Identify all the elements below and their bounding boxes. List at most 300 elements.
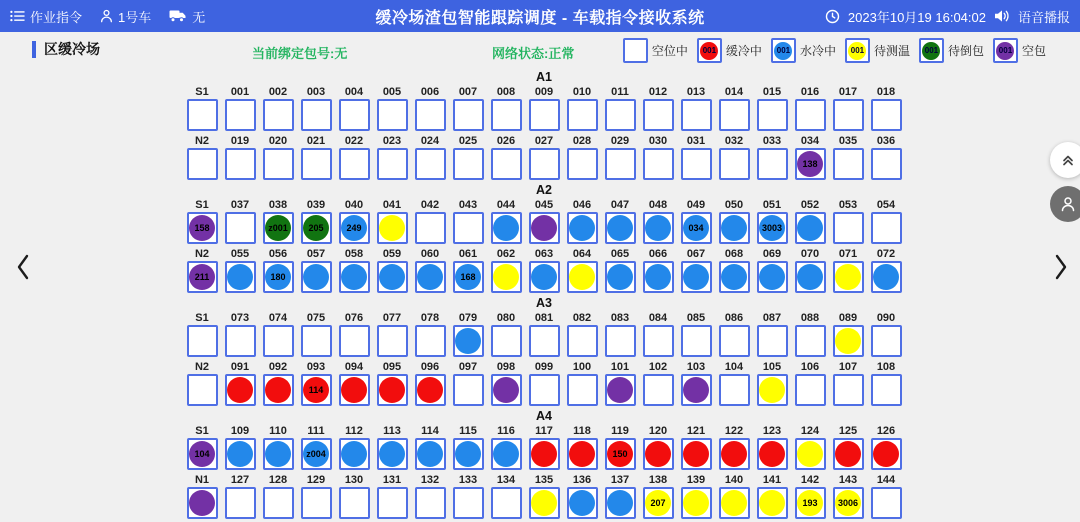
slot-box[interactable] (833, 148, 864, 180)
yard-grid (183, 70, 905, 519)
slot-box[interactable] (681, 487, 712, 519)
slot (791, 198, 829, 244)
slot-label: 003 (306, 86, 326, 98)
slot-box[interactable] (263, 487, 294, 519)
slot (259, 85, 297, 131)
slot-box[interactable] (833, 212, 864, 244)
slot-box[interactable] (225, 99, 256, 131)
slot-box[interactable] (415, 487, 446, 519)
slot-label: 074 (268, 312, 288, 324)
slot-box[interactable] (415, 148, 446, 180)
slot-box[interactable] (187, 261, 218, 293)
slot-box[interactable] (871, 438, 902, 470)
slot-box[interactable] (301, 438, 332, 470)
slot-box[interactable] (681, 148, 712, 180)
slot-box[interactable] (529, 487, 560, 519)
slot-label: 129 (306, 474, 326, 486)
legend-label: 水冷中 (799, 44, 836, 58)
pot-marker (417, 441, 443, 467)
scroll-top-button[interactable] (1050, 142, 1080, 178)
slot-box[interactable] (453, 487, 484, 519)
slot-box[interactable] (453, 374, 484, 406)
slot-box[interactable] (681, 212, 712, 244)
slot (183, 198, 221, 244)
slot-box[interactable] (377, 325, 408, 357)
slot (411, 424, 449, 470)
slot-box[interactable] (795, 374, 826, 406)
slot (221, 247, 259, 293)
slot-box[interactable] (757, 374, 788, 406)
slot-label: 046 (572, 199, 592, 211)
slot-label: 125 (838, 425, 858, 437)
slot-box[interactable] (719, 148, 750, 180)
slot-box[interactable] (263, 374, 294, 406)
slot-box[interactable] (719, 438, 750, 470)
slot-label: 141 (762, 474, 782, 486)
slot-label: 130 (344, 474, 364, 486)
group-title: A3 (536, 296, 552, 310)
slot-label: 097 (458, 361, 478, 373)
slot-row (183, 473, 905, 519)
slot (639, 424, 677, 470)
pot-marker (873, 441, 899, 467)
slot-box[interactable] (301, 148, 332, 180)
next-page-arrow[interactable] (1046, 250, 1076, 284)
work-order-menu[interactable] (10, 7, 82, 26)
pot-marker (835, 328, 861, 354)
slot-box[interactable] (187, 325, 218, 357)
slot (601, 360, 639, 406)
slot-box[interactable] (719, 99, 750, 131)
slot-label: S1 (195, 86, 209, 98)
slot-box[interactable] (301, 212, 332, 244)
slot (449, 198, 487, 244)
slot-box[interactable] (453, 325, 484, 357)
slot-box[interactable] (605, 99, 636, 131)
slot-box[interactable] (719, 212, 750, 244)
slot-box[interactable] (339, 261, 370, 293)
slot (373, 85, 411, 131)
slot-box[interactable] (605, 487, 636, 519)
datetime-label: 2023年10月19 16:04:02 (847, 9, 986, 25)
slot-box[interactable] (415, 438, 446, 470)
slot-label: 101 (610, 361, 630, 373)
slot-box[interactable] (453, 261, 484, 293)
pot-marker: 158 (189, 215, 215, 241)
slot-box[interactable] (263, 261, 294, 293)
slot-box[interactable] (187, 212, 218, 244)
slot (373, 473, 411, 519)
slot-box[interactable] (529, 261, 560, 293)
slot-box[interactable] (301, 374, 332, 406)
slot-box[interactable] (491, 261, 522, 293)
slot-box[interactable] (453, 212, 484, 244)
slot-label: 002 (268, 86, 288, 98)
pot-marker (227, 441, 253, 467)
slot-box[interactable] (301, 99, 332, 131)
slot-box[interactable] (757, 487, 788, 519)
slot-box[interactable] (871, 487, 902, 519)
pot-marker (835, 441, 861, 467)
slot-label: 049 (686, 199, 706, 211)
slot-box[interactable] (643, 487, 674, 519)
slot-row (183, 198, 905, 244)
slot-box[interactable] (263, 148, 294, 180)
slot (259, 247, 297, 293)
slot-box[interactable] (757, 212, 788, 244)
slot-box[interactable] (719, 487, 750, 519)
pot-marker (189, 490, 215, 516)
slot-box[interactable] (415, 212, 446, 244)
slot-box[interactable] (833, 487, 864, 519)
slot-box[interactable] (301, 487, 332, 519)
slot-label: 035 (838, 135, 858, 147)
slot-box[interactable] (529, 374, 560, 406)
slot (715, 85, 753, 131)
slot-box[interactable] (225, 261, 256, 293)
slot-box[interactable] (453, 148, 484, 180)
pot-marker (683, 377, 709, 403)
slot-box[interactable] (681, 261, 712, 293)
slot-box[interactable] (567, 374, 598, 406)
slot-box[interactable] (377, 99, 408, 131)
slot (563, 247, 601, 293)
slot-box[interactable] (719, 325, 750, 357)
pot-marker (303, 264, 329, 290)
slot (411, 85, 449, 131)
slot-box[interactable] (757, 148, 788, 180)
slot (449, 85, 487, 131)
pot-marker (721, 441, 747, 467)
slot-box[interactable] (871, 325, 902, 357)
slot (487, 311, 525, 357)
slot-box[interactable] (377, 212, 408, 244)
slot-box[interactable] (833, 261, 864, 293)
slot-box[interactable] (833, 325, 864, 357)
slot-label: N2 (194, 361, 210, 373)
slot (753, 134, 791, 180)
slot-box[interactable] (339, 99, 370, 131)
slot-box[interactable] (567, 212, 598, 244)
slot-box[interactable] (225, 374, 256, 406)
pot-marker (759, 377, 785, 403)
slot-label: 010 (572, 86, 592, 98)
slot-label: 056 (268, 248, 288, 260)
list-icon (10, 9, 25, 23)
slot-box[interactable] (757, 325, 788, 357)
pot-marker (493, 215, 519, 241)
slot (715, 311, 753, 357)
slot-box[interactable] (263, 438, 294, 470)
slot-label: 006 (420, 86, 440, 98)
slot-box[interactable] (491, 487, 522, 519)
slot (753, 473, 791, 519)
slot-box[interactable] (491, 212, 522, 244)
slot-box[interactable] (605, 325, 636, 357)
slot-box[interactable] (871, 148, 902, 180)
slot-box[interactable] (605, 212, 636, 244)
slot-box[interactable] (833, 374, 864, 406)
yard-group (183, 296, 905, 406)
slot-box[interactable] (795, 438, 826, 470)
slot-label: 098 (496, 361, 516, 373)
slot-box[interactable] (567, 261, 598, 293)
pot-marker: 104 (189, 441, 215, 467)
slot-box[interactable] (871, 212, 902, 244)
slot-box[interactable] (567, 325, 598, 357)
slot-box[interactable] (415, 374, 446, 406)
slot-box[interactable] (643, 374, 674, 406)
slot-box[interactable] (757, 438, 788, 470)
slot (601, 85, 639, 131)
slot-label: 099 (534, 361, 554, 373)
bound-pot-status: 当前绑定包号:无 (252, 46, 348, 61)
slot-box[interactable] (605, 148, 636, 180)
slot-box[interactable] (377, 374, 408, 406)
slot-box[interactable] (719, 374, 750, 406)
pot-marker (797, 441, 823, 467)
slot-box[interactable] (605, 261, 636, 293)
slot (487, 85, 525, 131)
slot-box[interactable] (491, 438, 522, 470)
slot-box[interactable] (491, 374, 522, 406)
slot-box[interactable] (681, 438, 712, 470)
slot (297, 311, 335, 357)
vehicle-indicator[interactable] (100, 7, 151, 26)
slot-box[interactable] (415, 325, 446, 357)
slot-box[interactable] (643, 261, 674, 293)
pot-marker: z004 (303, 441, 329, 467)
slot-label: 041 (382, 199, 402, 211)
pot-marker: z001 (265, 215, 291, 241)
slot-box[interactable] (643, 325, 674, 357)
slot-label: 105 (762, 361, 782, 373)
slot-box[interactable] (225, 148, 256, 180)
slot-box[interactable] (643, 148, 674, 180)
slot-box[interactable] (187, 148, 218, 180)
slot-box[interactable] (643, 212, 674, 244)
slot-label: 108 (876, 361, 896, 373)
slot-box[interactable] (263, 99, 294, 131)
slot-box[interactable] (339, 212, 370, 244)
slot-label: 086 (724, 312, 744, 324)
slot-label: 026 (496, 135, 516, 147)
slot-label: 079 (458, 312, 478, 324)
slot (601, 424, 639, 470)
prev-page-arrow[interactable] (8, 250, 38, 284)
slot-box[interactable] (301, 261, 332, 293)
slot-label: 043 (458, 199, 478, 211)
slot-label: 023 (382, 135, 402, 147)
slot-box[interactable] (567, 487, 598, 519)
person-icon (100, 9, 113, 23)
truck-icon (169, 9, 187, 23)
slot-box[interactable] (491, 325, 522, 357)
slot-box[interactable] (643, 99, 674, 131)
slot-box[interactable] (681, 325, 712, 357)
slot-box[interactable] (795, 325, 826, 357)
slot-label: 135 (534, 474, 554, 486)
slot-box[interactable] (225, 438, 256, 470)
legend-label: 缓冷中 (725, 44, 762, 58)
pot-marker (645, 441, 671, 467)
slot-box[interactable] (833, 99, 864, 131)
slot-box[interactable] (415, 99, 446, 131)
slot-box[interactable] (377, 438, 408, 470)
slot (183, 311, 221, 357)
slot-box[interactable] (225, 212, 256, 244)
slot (867, 424, 905, 470)
vehicle-label: 1号车 (118, 9, 152, 25)
slot-label: S1 (195, 312, 209, 324)
slot (221, 473, 259, 519)
slot-label: 100 (572, 361, 592, 373)
slot (449, 360, 487, 406)
slot-box[interactable] (529, 438, 560, 470)
slot-label: 007 (458, 86, 478, 98)
slot-box[interactable] (795, 148, 826, 180)
slot-label: 084 (648, 312, 668, 324)
legend-item (993, 38, 1046, 63)
slot-box[interactable] (681, 374, 712, 406)
slot (867, 311, 905, 357)
slot (411, 473, 449, 519)
legend-label: 待倒包 (947, 44, 984, 58)
slot-box[interactable] (871, 261, 902, 293)
slot-label: 038 (268, 199, 288, 211)
voice-broadcast-label[interactable]: 语音播报 (1017, 9, 1070, 25)
pot-marker (455, 441, 481, 467)
slot-box[interactable] (339, 487, 370, 519)
slot-box[interactable] (567, 148, 598, 180)
pot-marker (417, 264, 443, 290)
slot-box[interactable] (643, 438, 674, 470)
slot-label: 060 (420, 248, 440, 260)
slot-box[interactable] (529, 99, 560, 131)
slot-label: N2 (194, 135, 210, 147)
slot-box[interactable] (377, 487, 408, 519)
legend-item (919, 38, 984, 63)
slot-box[interactable] (187, 374, 218, 406)
slot-box[interactable] (491, 99, 522, 131)
pot-marker: 114 (303, 377, 329, 403)
slot (563, 311, 601, 357)
slot (829, 198, 867, 244)
slot-box[interactable] (453, 99, 484, 131)
slot-label: 116 (497, 425, 515, 437)
slot-label: 093 (306, 361, 326, 373)
slot-box[interactable] (605, 438, 636, 470)
slot-box[interactable] (187, 487, 218, 519)
slot-box[interactable] (719, 261, 750, 293)
slot-label: 001 (230, 86, 250, 98)
slot-label: 017 (838, 86, 858, 98)
slot-box[interactable] (757, 99, 788, 131)
slot-label: 126 (876, 425, 896, 437)
slot-box[interactable] (377, 148, 408, 180)
slot-label: 072 (876, 248, 896, 260)
slot (487, 424, 525, 470)
slot-box[interactable] (491, 148, 522, 180)
slot (677, 198, 715, 244)
slot-box[interactable] (871, 99, 902, 131)
load-indicator[interactable] (169, 7, 205, 26)
slot (411, 360, 449, 406)
slot-box[interactable] (263, 212, 294, 244)
legend-label: 空包 (1021, 44, 1046, 58)
slot-label: 104 (724, 361, 744, 373)
slot-box[interactable] (871, 374, 902, 406)
slot-box[interactable] (795, 99, 826, 131)
chevron-left-icon (12, 252, 34, 282)
slot-box[interactable] (339, 438, 370, 470)
pot-marker (379, 377, 405, 403)
slot-box[interactable] (339, 374, 370, 406)
slot (221, 134, 259, 180)
slot (335, 473, 373, 519)
slot-box[interactable] (339, 148, 370, 180)
slot-box[interactable] (795, 261, 826, 293)
user-button[interactable] (1050, 186, 1080, 222)
pot-marker (721, 215, 747, 241)
slot-box[interactable] (681, 99, 712, 131)
slot-box[interactable] (187, 438, 218, 470)
slot-label: 054 (876, 199, 896, 211)
slot-label: 008 (496, 86, 516, 98)
slot-box[interactable] (833, 438, 864, 470)
slot-box[interactable] (795, 487, 826, 519)
slot-box[interactable] (795, 212, 826, 244)
slot-box[interactable] (225, 325, 256, 357)
legend-slot-swatch (919, 38, 944, 63)
slot-box[interactable] (605, 374, 636, 406)
slot-label: 030 (648, 135, 668, 147)
slot (715, 247, 753, 293)
slot-box[interactable] (339, 325, 370, 357)
slot-box[interactable] (529, 325, 560, 357)
slot-label: N2 (194, 248, 210, 260)
slot (867, 198, 905, 244)
slot-label: 016 (800, 86, 820, 98)
slot-box[interactable] (529, 212, 560, 244)
slot-box[interactable] (263, 325, 294, 357)
slot-box[interactable] (377, 261, 408, 293)
slot (829, 247, 867, 293)
slot-box[interactable] (567, 99, 598, 131)
slot (449, 134, 487, 180)
slot-box[interactable] (529, 148, 560, 180)
slot-box[interactable] (567, 438, 598, 470)
slot-box[interactable] (225, 487, 256, 519)
slot-label: 067 (686, 248, 706, 260)
slot-row (183, 85, 905, 131)
legend-item (623, 38, 688, 63)
slot (639, 311, 677, 357)
slot-box[interactable] (415, 261, 446, 293)
slot (829, 85, 867, 131)
pot-marker (607, 377, 633, 403)
slot-box[interactable] (187, 99, 218, 131)
slot-label: 103 (686, 361, 706, 373)
slot-label: 128 (268, 474, 288, 486)
slot-box[interactable] (757, 261, 788, 293)
area-title: 区缓冷场 (32, 41, 100, 58)
pot-marker: 211 (189, 264, 215, 290)
slot-box[interactable] (301, 325, 332, 357)
pot-marker (531, 264, 557, 290)
slot (525, 85, 563, 131)
slot-box[interactable] (453, 438, 484, 470)
